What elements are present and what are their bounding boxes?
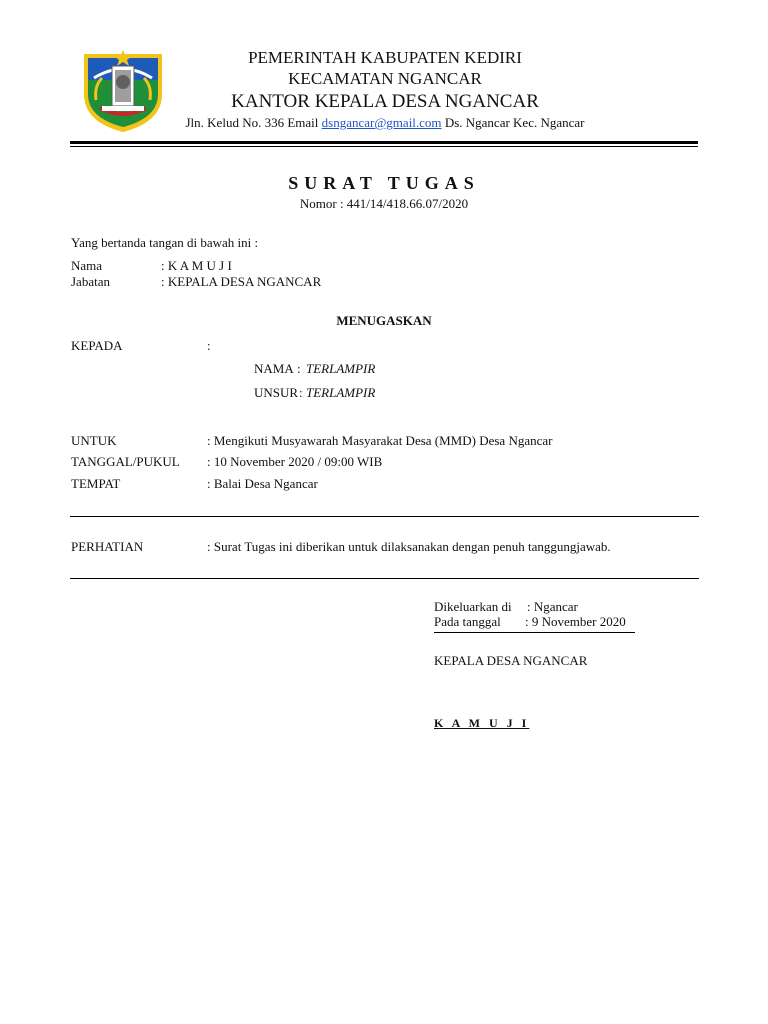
header-divider-thick — [70, 141, 698, 144]
header-divider-thin — [70, 146, 698, 147]
issued-date-label: Pada tanggal — [434, 614, 501, 629]
recipient-unit-label: UNSUR — [254, 385, 299, 400]
signer-position-label: Jabatan — [71, 274, 110, 289]
date-time-value: : 10 November 2020 / 09:00 WIB — [207, 454, 383, 469]
section-divider — [70, 516, 699, 517]
recipient-unit-value: TERLAMPIR — [306, 385, 376, 400]
kepada-label: KEPADA — [71, 338, 123, 353]
header-government: PEMERINTAH KABUPATEN KEDIRI — [248, 48, 522, 67]
address-suffix: Ds. Ngancar Kec. Ngancar — [444, 115, 585, 130]
signer-position-value: : KEPALA DESA NGANCAR — [161, 274, 322, 289]
document-title: SURAT TUGAS — [288, 173, 480, 193]
purpose-value: : Mengikuti Musyawarah Masyarakat Desa (MMD) Desa Ngancar — [207, 433, 553, 448]
header-address — [168, 115, 602, 131]
kepada-colon: : — [207, 338, 211, 353]
issued-place-value: : Ngancar — [527, 599, 578, 614]
email-link[interactable]: dsngancar@gmail.com — [321, 115, 442, 130]
section-divider — [70, 578, 699, 579]
recipient-name-label: NAMA — [254, 361, 294, 376]
document-number: Nomor : 441/14/418.66.07/2020 — [299, 196, 469, 211]
recipient-name-colon: : — [297, 361, 301, 376]
signer-name-value: : K A M U J I — [161, 258, 232, 273]
signer-title: KEPALA DESA NGANCAR — [434, 653, 588, 668]
signer-name-label: Nama — [71, 258, 103, 273]
notice-value: : Surat Tugas ini diberikan untuk dilaksanakan dengan penuh tanggungjawab. — [207, 539, 611, 554]
notice-label: PERHATIAN — [71, 539, 144, 554]
place-label: TEMPAT — [71, 476, 121, 491]
header-office: KANTOR KEPALA DESA NGANCAR — [231, 91, 539, 112]
recipient-unit-colon: : — [299, 385, 303, 400]
address-prefix: Jln. Kelud No. 336 Email — [185, 115, 319, 130]
place-value: : Balai Desa Ngancar — [207, 476, 318, 491]
issued-underline — [434, 632, 635, 633]
issued-place-label: Dikeluarkan di — [434, 599, 512, 614]
intro-text: Yang bertanda tangan di bawah ini : — [71, 235, 259, 250]
assignment-heading: MENUGASKAN — [336, 313, 432, 328]
recipient-name-value: TERLAMPIR — [306, 361, 376, 376]
signer-name: K A M U J I — [434, 716, 530, 730]
date-time-label: TANGGAL/PUKUL — [71, 454, 180, 469]
issued-date-value: : 9 November 2020 — [525, 614, 626, 629]
header-district: KECAMATAN NGANCAR — [288, 69, 482, 88]
purpose-label: UNTUK — [71, 433, 117, 448]
kabupaten-kediri-emblem-icon — [80, 48, 166, 134]
